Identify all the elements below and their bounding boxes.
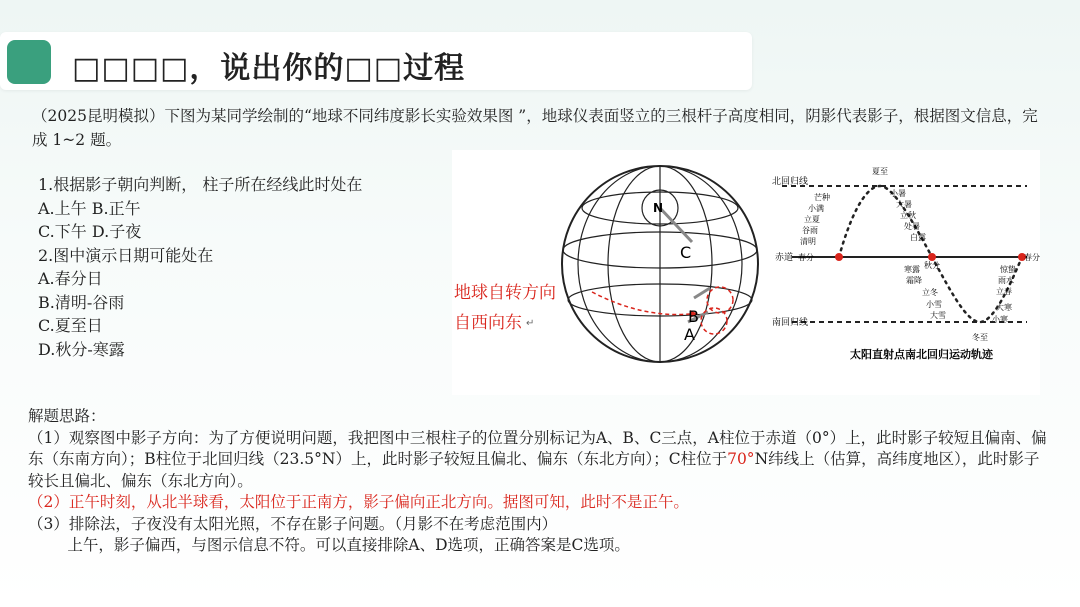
solar-term: 大暑: [896, 200, 912, 209]
south-tropic-label: 南回归线: [772, 318, 809, 328]
solar-term: 大雪: [930, 311, 946, 320]
chart-caption: 太阳直射点南北回归运动轨迹: [850, 348, 993, 361]
rotation-text-1: 地球自转方向: [454, 283, 556, 303]
solar-term: 谷雨: [802, 226, 818, 235]
spring-equinox-right-label: 春分: [1024, 253, 1040, 262]
left-bottom-terms: [904, 264, 946, 320]
title-accent-block: [7, 40, 51, 84]
analysis-point-1: [28, 428, 1048, 493]
right-bottom-terms: [992, 264, 1016, 324]
solar-term: 小暑: [890, 189, 906, 198]
analysis-point-2: （2）正午时刻，从北半球看，太阳位于正南方，影子偏向正北方向。据图可知，此时不是正午。: [28, 493, 689, 511]
solar-term: 立冬: [922, 288, 938, 297]
analysis-section: [28, 406, 1048, 557]
point-a-label: A: [684, 325, 695, 344]
point-b-label: B: [688, 307, 699, 326]
solar-term: 清明: [800, 237, 816, 246]
solar-term: 雨水: [998, 276, 1014, 285]
title-text-a: 说出你的: [220, 51, 345, 86]
question-option: D.秋分-寒露: [38, 339, 125, 359]
figure-svg: [452, 150, 1040, 395]
question-line: 2.图中演示日期可能处在: [38, 245, 214, 265]
solar-term: 立秋: [900, 211, 916, 220]
analysis-point-1-rest: N纬线上（估算，高纬度地区），此时影子较长且偏北、偏东（东北方向）。: [28, 450, 1040, 490]
solar-term: 立夏: [804, 215, 820, 224]
sun-trajectory-chart: [772, 167, 1040, 361]
question-intro: （2025昆明模拟）下图为某同学绘制的“地球不同纬度影长实验效果图 ”，地球仪表面竖立的三根杆子高度相同，阴影代表影子，根据图文信息，完成 1~2 题。: [32, 107, 1038, 149]
solar-term: 霜降: [906, 276, 922, 285]
left-top-terms: [800, 192, 830, 246]
solar-term: 处暑: [904, 222, 920, 231]
question-option: C.下午 D.子夜: [38, 222, 142, 241]
equator-suffix-label: 春分: [798, 253, 814, 262]
solar-term: 大寒: [996, 303, 1012, 312]
point-c-label: C: [680, 243, 692, 262]
question-list: [38, 173, 362, 361]
analysis-point-4: 上午，影子偏西，与图示信息不符。可以直接排除A、D选项，正确答案是C选项。: [28, 536, 630, 554]
return-mark: ↵: [526, 318, 535, 329]
solar-term: 寒露: [904, 265, 920, 274]
title-comma: ，: [189, 51, 221, 86]
solar-term: 惊蛰: [1000, 265, 1016, 274]
question-option: B.清明-谷雨: [38, 292, 125, 312]
question-option: A.春分日: [38, 269, 103, 288]
experiment-figure: [452, 150, 1040, 395]
question-option: C.夏至日: [38, 316, 103, 335]
winter-solstice-label: 冬至: [972, 333, 988, 342]
solar-term: 芒种: [814, 193, 830, 202]
summer-solstice-label: 夏至: [872, 167, 888, 176]
solar-term: 白露: [910, 233, 926, 242]
solar-term: 小满: [808, 204, 824, 213]
autumn-equinox-label: 秋分: [924, 261, 940, 270]
north-label: N: [653, 201, 664, 215]
north-tropic-label: 北回归线: [772, 177, 809, 187]
title-text-b: 过程: [403, 51, 466, 86]
solar-term: 小雪: [926, 300, 942, 309]
solar-term: 小寒: [992, 315, 1008, 324]
slide-title: [72, 43, 465, 87]
equator-label: 赤道: [775, 253, 794, 263]
question-option: A.上午 B.正午: [38, 198, 141, 218]
question-line: 1.根据影子朝向判断， 柱子所在经线此时处在: [38, 175, 363, 194]
title-placeholder-glyphs: □□□□: [72, 51, 190, 86]
analysis-point-3: （3）排除法，子夜没有太阳光照，不存在影子问题。（月影不在考虑范围内）: [28, 514, 558, 533]
analysis-heading: 解题思路：: [28, 407, 106, 425]
analysis-point-1-highlight: 70°: [727, 450, 755, 468]
rotation-text-2: 自西向东: [454, 313, 522, 333]
analysis-point-1-text: （1）观察图中影子方向：为了方便说明问题，我把图中三根柱子的位置分别标记为A、B、C三点，A柱位于赤道（0°）上，此时影子较短且偏南、偏东（东南方向）；B柱位于北回归线（23.5°N）上，此时影子较短且偏北、偏东（东北方向）；C柱位于: [28, 428, 1047, 468]
globe-diagram: [454, 166, 758, 362]
solar-term: 立春: [996, 287, 1012, 296]
right-top-terms: [890, 188, 926, 242]
title-placeholder-glyphs-2: □□: [344, 51, 404, 86]
